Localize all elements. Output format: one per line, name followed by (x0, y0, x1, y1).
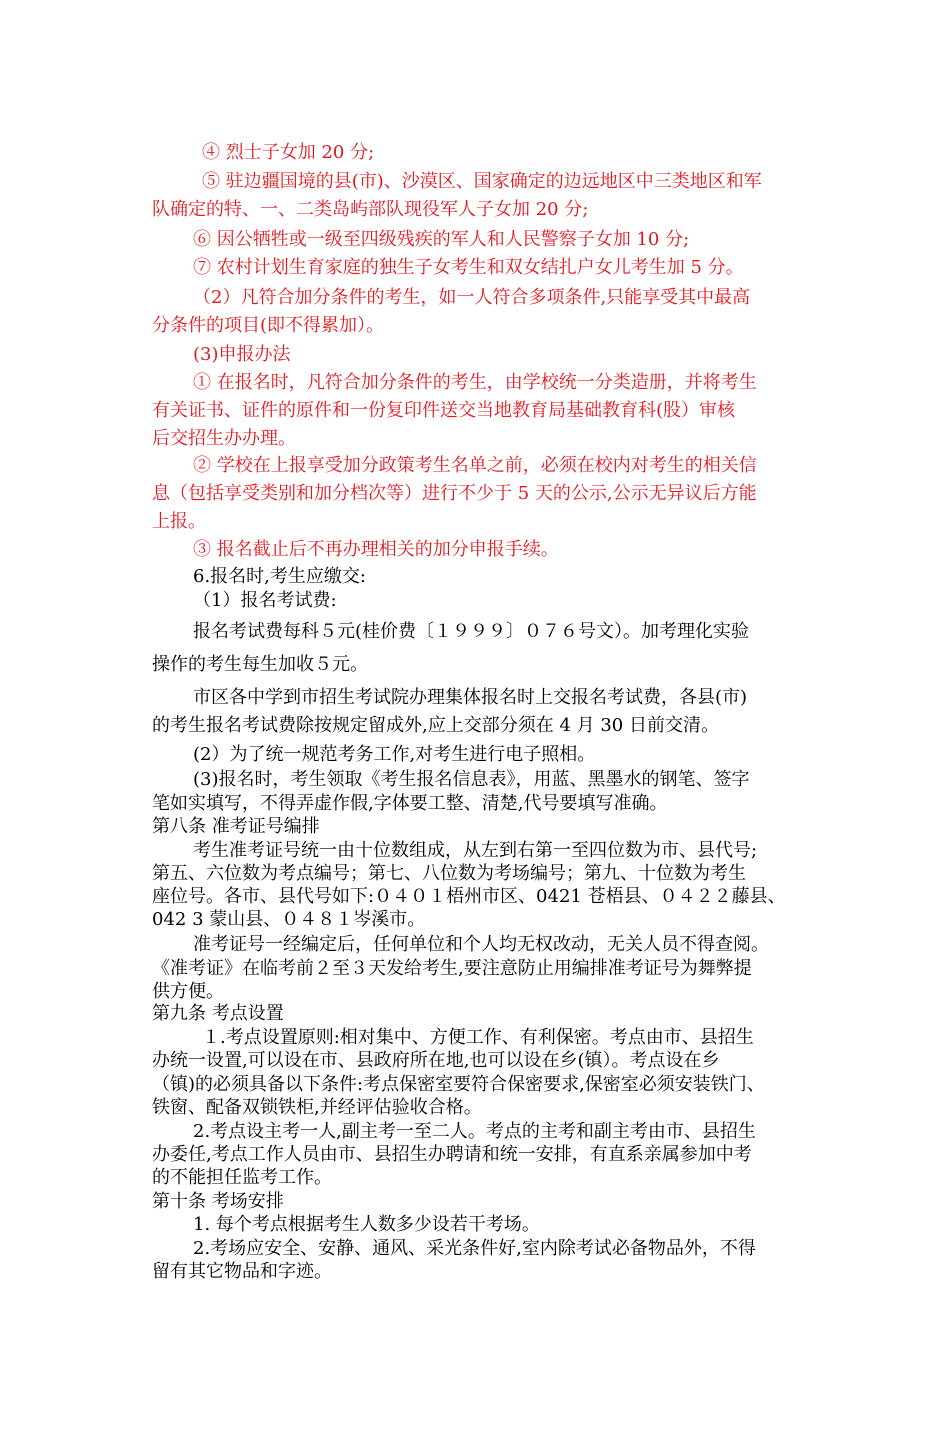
text-line: 报名考试费每科５元(桂价费〔１９９９〕０７６号文）。加考理化实验 (193, 621, 750, 642)
text-line: 准考证号一经编定后，任何单位和个人均无权改动，无关人员不得查阅。 (193, 934, 769, 955)
text-line: １.考点设置原则:相对集中、方便工作、有利保密。考点由市、县招生 (202, 1027, 754, 1048)
text-line: 《准考证》在临考前２至３天发给考生,要注意防止用编排准考证号为舞弊提 (152, 958, 752, 979)
text-line: 2.考场应安全、安静、通风、采光条件好,室内除考试必备物品外，不得 (193, 1238, 756, 1259)
text-line: (2）为了统一规范考务工作,对考生进行电子照相。 (193, 744, 596, 765)
section-heading: 第九条 考点设置 (152, 1003, 284, 1024)
text-line: 办统一设置,可以设在市、县政府所在地,也可以设在乡(镇）。考点设在乡 (152, 1050, 720, 1071)
text-line: 铁窗、配备双锁铁柜,并经评估验收合格。 (152, 1097, 482, 1118)
text-line: ⑥ 因公牺牲或一级至四级残疾的军人和人民警察子女加 10 分; (193, 229, 690, 250)
text-line: 操作的考生每生加收５元。 (152, 654, 368, 675)
text-line: 笔如实填写，不得弄虚作假,字体要工整、清楚,代号要填写准确。 (152, 793, 668, 814)
text-line: ⑤ 驻边疆国境的县(市)、沙漠区、国家确定的边远地区中三类地区和军 (202, 171, 762, 192)
text-line: ④ 烈士子女加 20 分; (202, 142, 375, 163)
text-line: 6.报名时,考生应缴交: (193, 566, 366, 587)
text-line: 有关证书、证件的原件和一份复印件送交当地教育局基础教育科(股）审核 (152, 400, 736, 421)
text-line: 的考生报名考试费除按规定留成外,应上交部分须在 4 月 30 日前交清。 (152, 715, 719, 736)
text-line: 留有其它物品和字迹。 (152, 1261, 332, 1282)
section-heading: 第十条 考场安排 (152, 1191, 284, 1212)
text-line: 考生准考证号统一由十位数组成，从左到右第一至四位数为市、县代号; (193, 840, 758, 861)
text-line: 的不能担任监考工作。 (152, 1167, 332, 1188)
text-line: (3)报名时，考生领取《考生报名信息表》，用蓝、黑墨水的钢笔、签字 (193, 769, 750, 790)
text-line: 办委任,考点工作人员由市、县招生办聘请和统一安排，有直系亲属参加中考 (152, 1144, 752, 1165)
text-line: ② 学校在上报享受加分政策考生名单之前，必须在校内对考生的相关信 (193, 455, 757, 476)
text-line: 供方便。 (152, 981, 224, 1002)
text-line: ① 在报名时，凡符合加分条件的考生，由学校统一分类造册，并将考生 (193, 372, 757, 393)
text-line: 队确定的特、一、二类岛屿部队现役军人子女加 20 分; (152, 199, 589, 220)
text-line: （2）凡符合加分条件的考生，如一人符合多项条件,只能享受其中最高 (193, 287, 751, 308)
text-line: 市区各中学到市招生考试院办理集体报名时上交报名考试费，各县(市) (193, 687, 748, 708)
text-line: 座位号。各市、县代号如下:０４０１梧州市区、0421 苍梧县、０４２２藤县、 (152, 886, 786, 907)
text-line: (3)申报办法 (193, 344, 291, 365)
text-line: 第五、六位数为考点编号；第七、八位数为考场编号；第九、十位数为考生 (152, 863, 746, 884)
text-line: 后交招生办办理。 (152, 428, 296, 449)
text-line: ⑦ 农村计划生育家庭的独生子女考生和双女结扎户女儿考生加 5 分。 (193, 257, 744, 278)
text-line: 息（包括享受类别和加分档次等）进行不少于 5 天的公示,公示无异议后方能 (152, 483, 757, 504)
text-line: 2.考点设主考一人,副主考一至二人。考点的主考和副主考由市、县招生 (193, 1121, 756, 1142)
text-line: ③ 报名截止后不再办理相关的加分申报手续。 (193, 539, 559, 560)
text-line: 1. 每个考点根据考生人数多少设若干考场。 (193, 1214, 540, 1235)
text-line: 分条件的项目(即不得累加）。 (152, 315, 385, 336)
text-line: （镇)的必须具备以下条件:考点保密室要符合保密要求,保密室必须安装铁门、 (152, 1074, 765, 1095)
text-line: 上报。 (152, 511, 206, 532)
text-line: （1）报名考试费: (193, 590, 337, 611)
text-line: 042 3 蒙山县、０４８１岑溪市。 (152, 909, 426, 930)
section-heading: 第八条 准考证号编排 (152, 816, 320, 837)
